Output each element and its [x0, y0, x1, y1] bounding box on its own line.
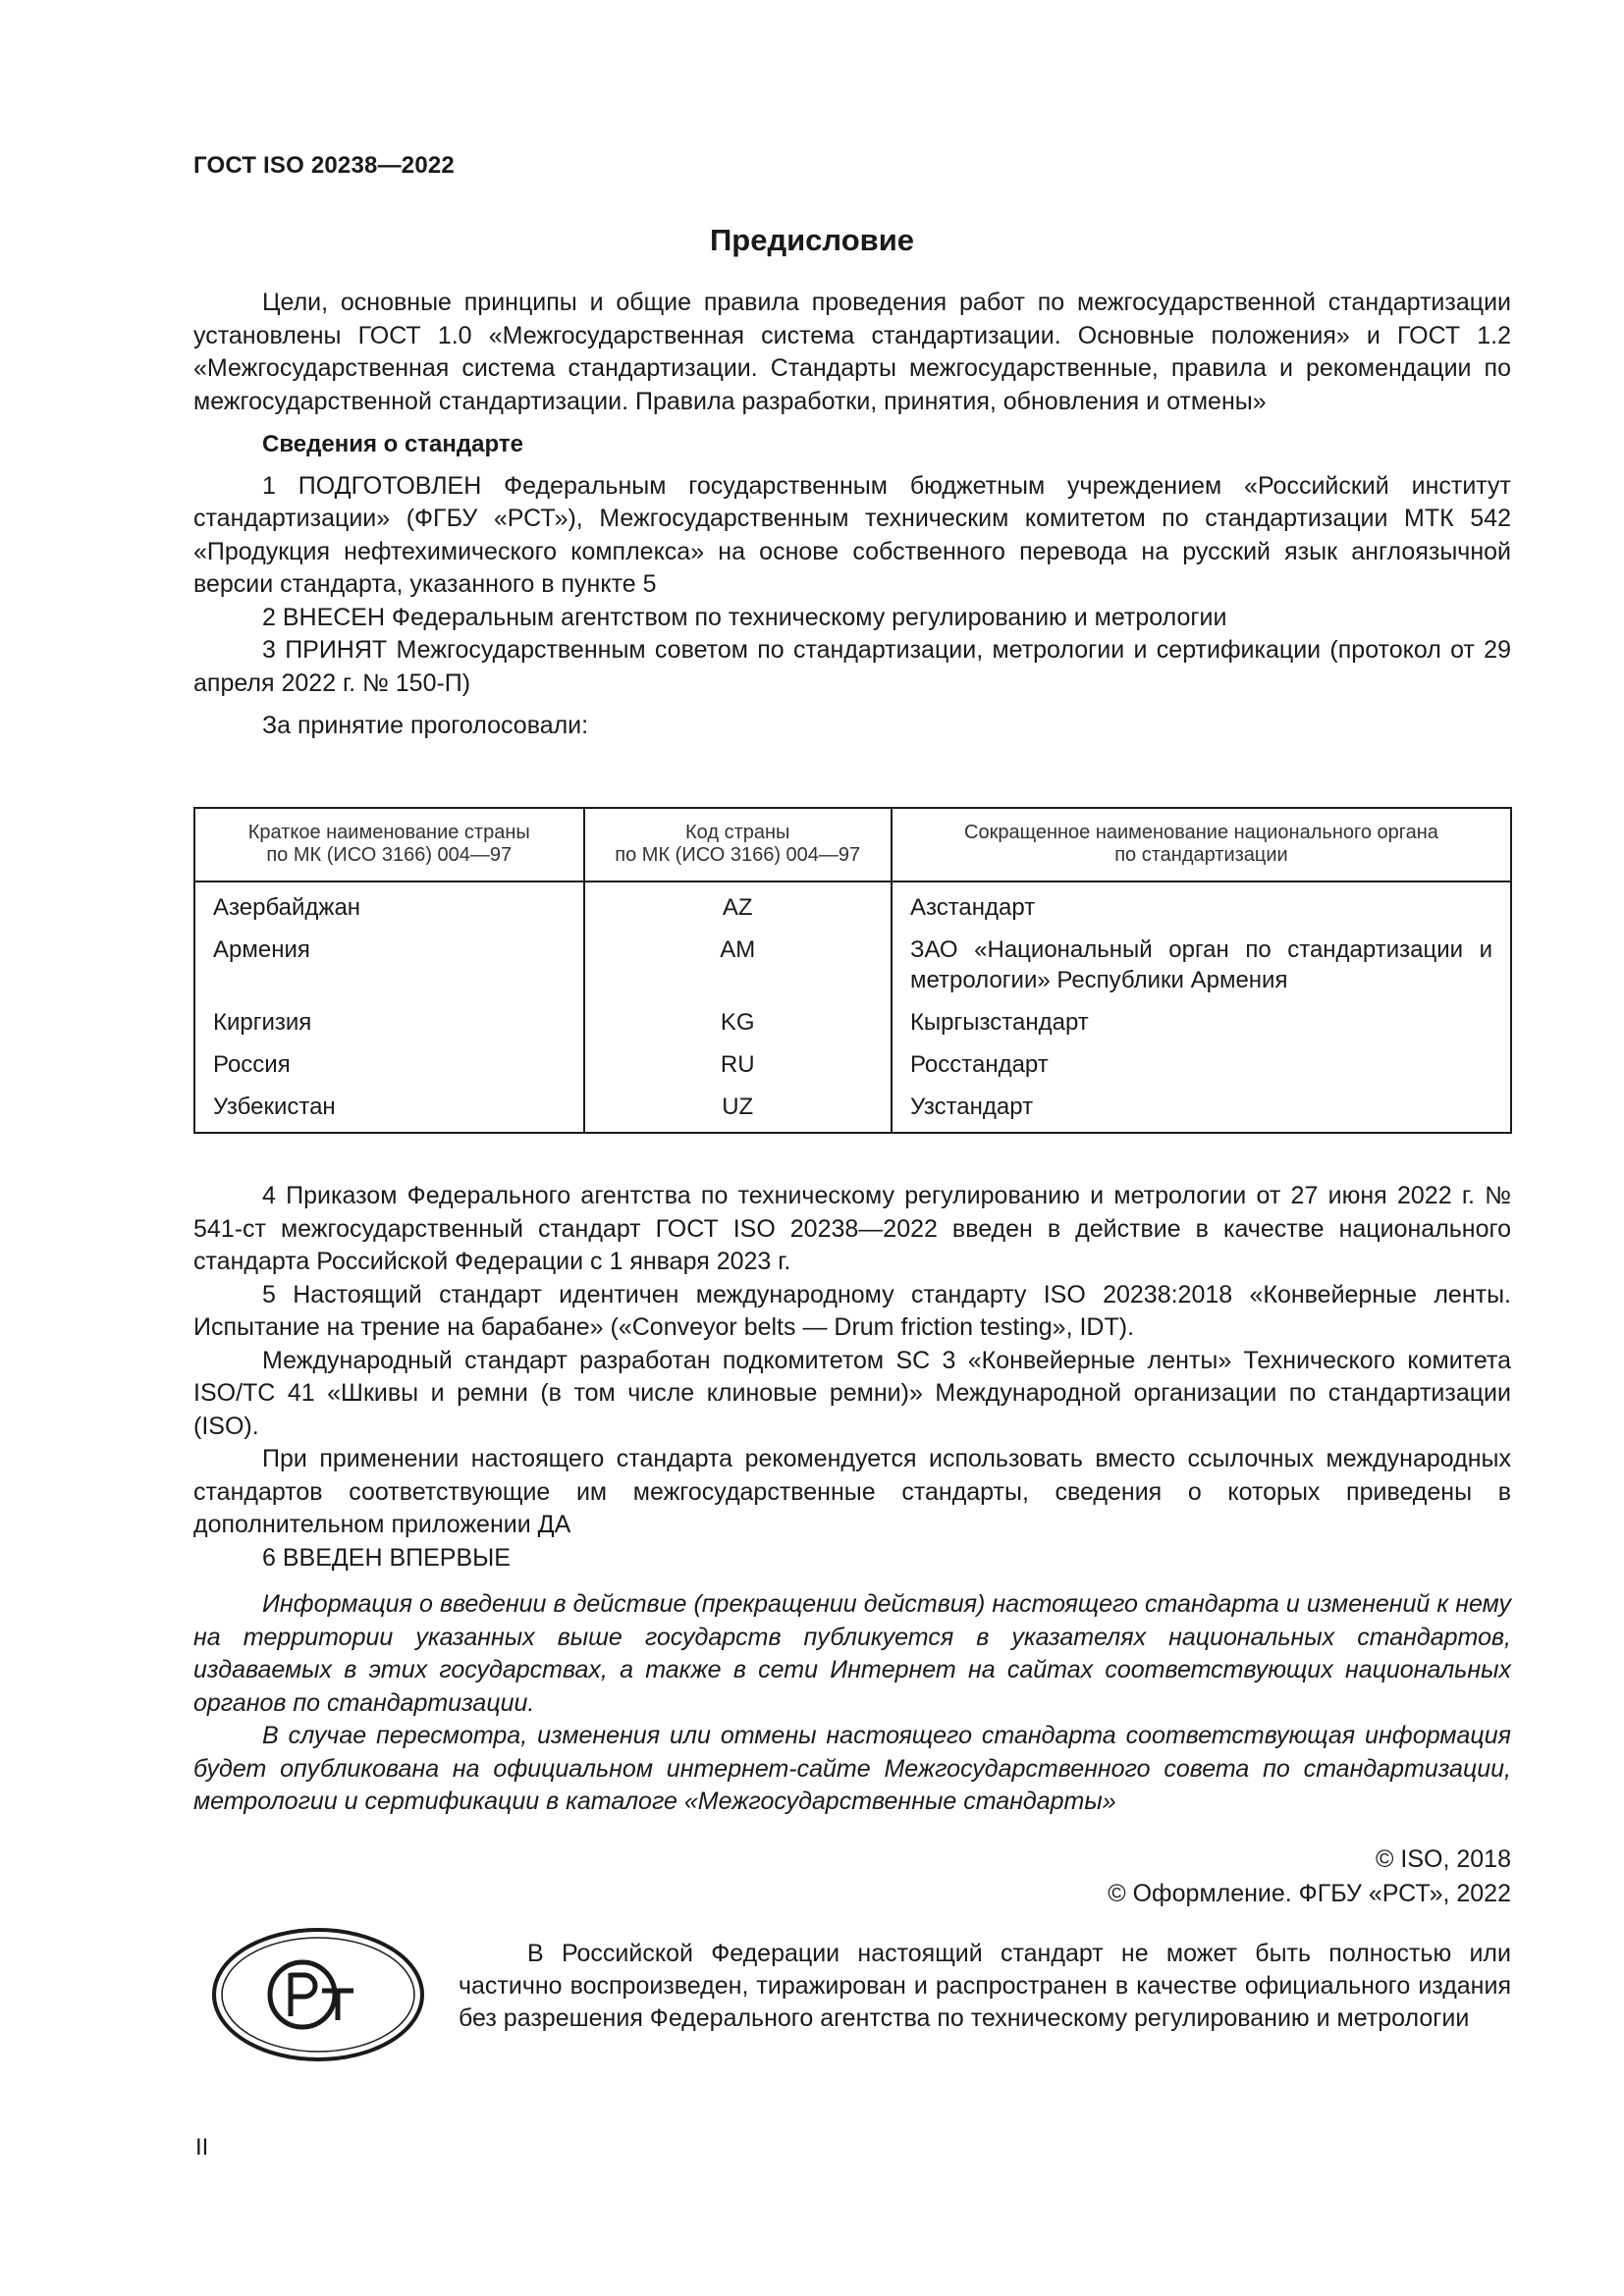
italic-revision-paragraph: В случае пересмотра, изменения или отмены настоящего стандарта соответствующая информация будет опубликована на официальном интернет-сайте Межгосударственного совета по стандартизации, метрологии и сертификации в каталоге «Межгосударственные стандарты»: [193, 1722, 1511, 1815]
table-cell-country: Россия: [194, 1049, 584, 1092]
foreword-items-block: [193, 1180, 1511, 1575]
table-cell-code: AZ: [584, 881, 892, 934]
rst-logo-icon: [210, 1926, 426, 2063]
document-id: ГОСТ ISO 20238—2022: [193, 152, 455, 179]
table-cell-country: Азербайджан: [194, 881, 584, 934]
table-cell-country: Армения: [194, 934, 584, 1007]
table-row: [194, 1007, 1511, 1049]
table-row: [194, 934, 1511, 1007]
voting-countries-table: [193, 807, 1512, 1134]
table-cell-country: Киргизия: [194, 1007, 584, 1049]
voted-label: За принятие проголосовали:: [262, 712, 589, 739]
notice-paragraph: В Российской Федерации настоящий стандарт не может быть полностью или частично воспроизведен, тиражирован и распространен в качестве официального издания без разрешения Федерального агентства по техническому регулированию и метрологии: [459, 1940, 1511, 2032]
table-header-code: Код страны по МК (ИСО 3166) 004—97: [584, 808, 892, 881]
item-1-paragraph: 1 ПОДГОТОВЛЕН Федеральным государственным бюджетным учреждением «Российский институт стандартизации» (ФГБУ «РСТ»), Межгосударственным техническим комитетом по стандартизации МТК 542 «Продукция нефтехимического комплекса» на основе собственного перевода на русский язык англоязычной версии стандарта, указанного в пункте 5: [193, 471, 1511, 598]
copyright-design: © Оформление. ФГБУ «РСТ», 2022: [1108, 1880, 1511, 1907]
table-cell-code: AM: [584, 934, 892, 1007]
table-cell-code: RU: [584, 1049, 892, 1092]
item-3-paragraph: 3 ПРИНЯТ Межгосударственным советом по стандартизации, метрологии и сертификации (протокол от 29 апреля 2022 г. № 150-П): [193, 636, 1511, 697]
table-cell-code: KG: [584, 1007, 892, 1049]
item-5-paragraph: 5 Настоящий стандарт идентичен международному стандарту ISO 20238:2018 «Конвейерные ленты. Испытание на трение на барабане» («Conveyor belts — Drum friction testing», IDT).: [193, 1280, 1511, 1341]
italic-notice-block: [193, 1588, 1511, 1819]
copyright-block: [1108, 1842, 1511, 1911]
table-row: [194, 1092, 1511, 1133]
table-row: [194, 881, 1511, 934]
table-header-country: Краткое наименование страны по МК (ИСО 3166) 004—97: [194, 808, 584, 881]
italic-info-paragraph: Информация о введении в действие (прекращении действия) настоящего стандарта и изменений к нему на территории указанных выше государств публикуется в указателях национальных стандартов, издаваемых в этих государствах, а также в сети Интернет на сайтах соответствующих национальных органов по стандартизации.: [193, 1590, 1511, 1717]
item-2-paragraph: 2 ВНЕСЕН Федеральным агентством по техническому регулированию и метрологии: [262, 603, 1227, 631]
table-row: [194, 1049, 1511, 1092]
item-5-references-paragraph: При применении настоящего стандарта рекомендуется использовать вместо ссылочных международных стандартов соответствующие им межгосударственные стандарты, сведения о которых приведены в дополнительном приложении ДА: [193, 1445, 1511, 1538]
page-number: II: [195, 2134, 209, 2161]
table-cell-code: UZ: [584, 1092, 892, 1133]
page-title: Предисловие: [709, 223, 914, 257]
item-4-paragraph: 4 Приказом Федерального агентства по техническому регулированию и метрологии от 27 июня 2022 г. № 541-ст межгосударственный стандарт ГОСТ ISO 20238—2022 введен в действие в качестве национального стандарта Российской Федерации с 1 января 2023 г.: [193, 1182, 1511, 1275]
table-cell-country: Узбекистан: [194, 1092, 584, 1133]
foreword-intro-block: [193, 287, 1511, 743]
table-header-org: Сокращенное наименование национального органа по стандартизации: [892, 808, 1511, 881]
item-5-origin-paragraph: Международный стандарт разработан подкомитетом SC 3 «Конвейерные ленты» Технического комитета ISO/TC 41 «Шкивы и ремни (в том числе клиновые ремни)» Международной организации по стандартизации (ISO).: [193, 1346, 1511, 1440]
table-cell-org: Кыргызстандарт: [892, 1007, 1511, 1049]
table-cell-org: Росстандарт: [892, 1049, 1511, 1092]
table-cell-org: Азстандарт: [892, 881, 1511, 934]
intro-paragraph: Цели, основные принципы и общие правила проведения работ по межгосударственной стандартизации установлены ГОСТ 1.0 «Межгосударственная система стандартизации. Основные положения» и ГОСТ 1.2 «Межгосударственная система стандартизации. Стандарты межгосударственные, правила и рекомендации по межгосударственной стандартизации. Правила разработки, принятия, обновления и отмены»: [193, 289, 1511, 415]
table-header-row: [194, 808, 1511, 881]
item-6-paragraph: 6 ВВЕДЕН ВПЕРВЫЕ: [262, 1543, 511, 1572]
table-cell-org: Узстандарт: [892, 1092, 1511, 1133]
reproduction-notice: [459, 1938, 1511, 2035]
rst-logo: [210, 1926, 426, 2073]
table-cell-org: ЗАО «Национальный орган по стандартизации и метрологии» Республики Армения: [892, 934, 1511, 1007]
rst-logo-text: РСТ: [210, 1926, 212, 1927]
copyright-iso: © ISO, 2018: [1376, 1845, 1511, 1873]
info-heading: Сведения о стандарте: [262, 431, 523, 457]
